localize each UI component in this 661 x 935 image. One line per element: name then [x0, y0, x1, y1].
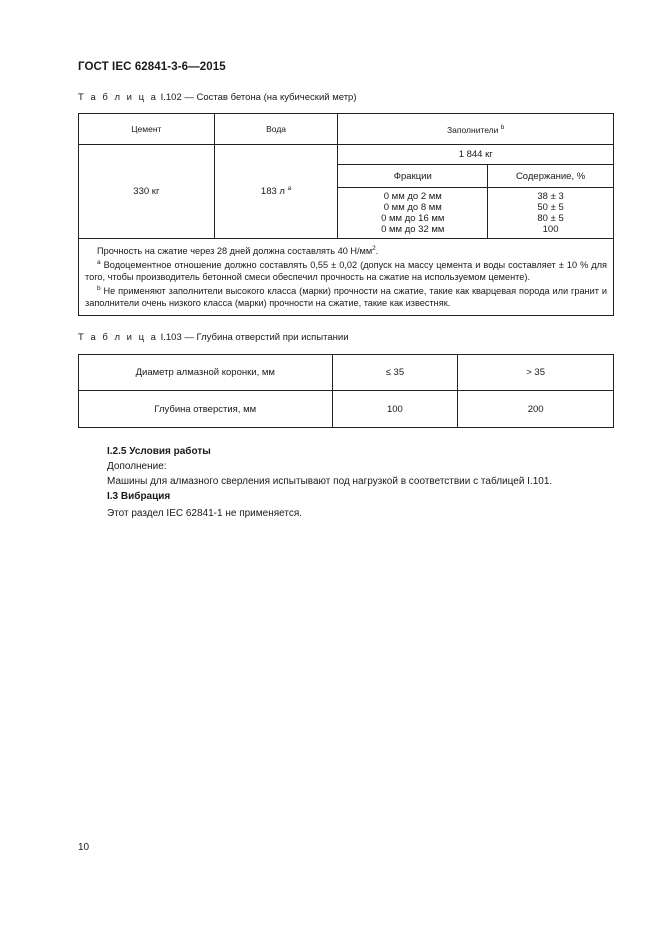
- col-fillers-footnote-mark: b: [500, 123, 505, 131]
- table-102-notes: [79, 239, 614, 316]
- table-103-caption-prefix: Т а б л и ц а: [78, 332, 158, 343]
- fraction-item: 0 мм до 2 мм: [383, 191, 442, 202]
- table-103-hole-depth: [78, 354, 614, 428]
- row-depth-label: Глубина отверстия, мм: [79, 391, 333, 428]
- table-102-caption-prefix: Т а б л и ц а: [78, 92, 158, 103]
- machines-text: Машины для алмазного сверления испытывают под нагрузкой в соответствии с таблицей I.101.: [107, 476, 553, 487]
- footnote-a-mark: a: [97, 259, 101, 267]
- addition-label: Дополнение:: [107, 461, 167, 472]
- row-depth-large: 200: [458, 391, 614, 428]
- fractions-list: [338, 188, 488, 239]
- water-value-cell: [214, 145, 338, 239]
- section-heading-i25: I.2.5 Условия работы: [107, 446, 211, 457]
- contents-list: [488, 188, 614, 239]
- footnote-b-text: Не применяют заполнители высокого класса (марки) прочности на сжатие, такие как кварцевая порода или гранит и заполнители очень низкого класса (марки) прочности на сжатие, такие как известняк.: [85, 286, 607, 309]
- row-depth-small: 100: [332, 391, 458, 428]
- note-strength-end: .: [375, 246, 379, 257]
- fraction-item: 0 мм до 32 мм: [381, 224, 445, 235]
- row-diameter-large: > 35: [458, 355, 614, 391]
- content-item: 38 ± 3: [537, 191, 564, 202]
- table-103-caption: [78, 332, 349, 343]
- col-fillers-header: [338, 114, 614, 145]
- section-heading-i3: I.3 Вибрация: [107, 491, 171, 502]
- content-item: 100: [542, 224, 559, 235]
- col-water-header: Вода: [214, 114, 338, 145]
- note-strength-text: Прочность на сжатие через 28 дней должна составлять 40 Н/мм: [97, 246, 373, 257]
- col-fillers-label: Заполнители: [447, 124, 499, 135]
- document-code: ГОСТ IEC 62841-3-6—2015: [78, 61, 226, 73]
- row-diameter-small: ≤ 35: [332, 355, 458, 391]
- not-applied-text: Этот раздел IEC 62841-1 не применяется.: [107, 508, 303, 519]
- fraction-item: 0 мм до 8 мм: [383, 202, 442, 213]
- page-number: 10: [78, 842, 90, 853]
- cement-value: 330 кг: [79, 145, 215, 239]
- footnote-b: [85, 283, 607, 309]
- col-cement-header: Цемент: [79, 114, 215, 145]
- water-footnote-mark: a: [287, 185, 292, 193]
- content-header: Содержание, %: [488, 165, 614, 188]
- table-102-caption: [78, 92, 357, 103]
- table-102-caption-text: I.102 — Состав бетона (на кубический метр): [157, 92, 357, 103]
- table-103-caption-text: I.103 — Глубина отверстий при испытании: [157, 332, 349, 343]
- content-item: 50 ± 5: [537, 202, 564, 213]
- water-value: 183 л: [260, 186, 285, 198]
- row-diameter-label: Диаметр алмазной коронки, мм: [79, 355, 333, 391]
- table-102-concrete-composition: [78, 113, 614, 316]
- fraction-item: 0 мм до 16 мм: [381, 213, 445, 224]
- fractions-header: Фракции: [338, 165, 488, 188]
- content-item: 80 ± 5: [537, 213, 564, 224]
- footnote-a-text: Водоцементное отношение должно составлять 0,55 ± 0,02 (допуск на массу цемента и воды составляет ± 10 % для того, чтобы производитель бетонной смеси обеспечил прочность на сжатие на используемом цементе).: [85, 260, 607, 283]
- footnote-a: [85, 257, 607, 283]
- note-strength: [85, 243, 607, 257]
- footnote-b-mark: b: [97, 285, 101, 293]
- filler-mass: 1 844 кг: [338, 145, 614, 165]
- note-strength-sup: 2: [372, 245, 376, 252]
